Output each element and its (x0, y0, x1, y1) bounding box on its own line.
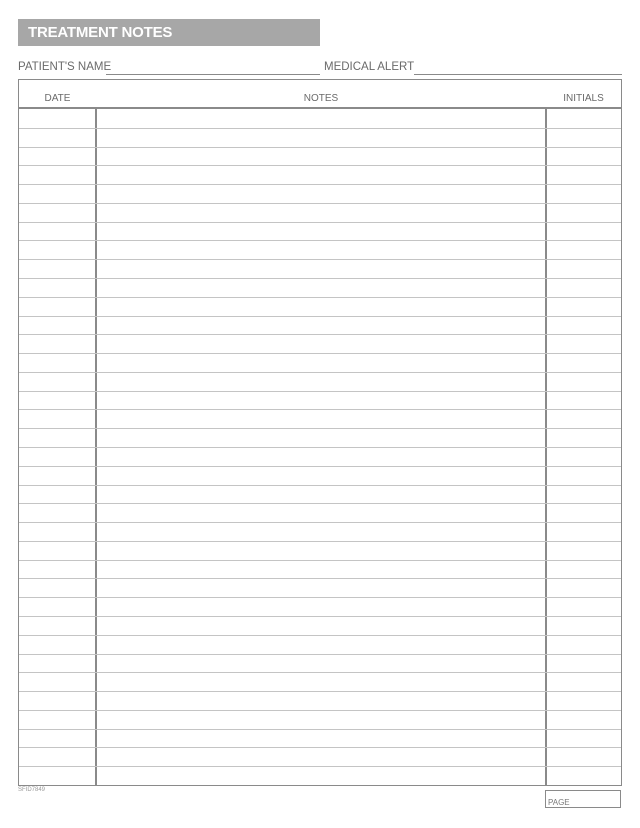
table-row-line (19, 597, 621, 598)
table-row-line (19, 710, 621, 711)
table-row-line (19, 184, 621, 185)
table-row-line (19, 222, 621, 223)
treatment-notes-table (18, 79, 622, 786)
table-row-line (19, 428, 621, 429)
table-row-line (19, 503, 621, 504)
page-number-field[interactable] (545, 790, 621, 808)
table-row-line (19, 654, 621, 655)
page-title: TREATMENT NOTES (18, 19, 320, 46)
patient-info-row (18, 61, 622, 77)
table-row-line (19, 447, 621, 448)
table-row-line (19, 541, 621, 542)
table-row-line (19, 203, 621, 204)
table-row-line (19, 240, 621, 241)
table-row-line (19, 635, 621, 636)
table-row-line (19, 409, 621, 410)
form-code: SFID7849 (18, 787, 46, 793)
patient-name-label: PATIENT'S NAME (18, 61, 112, 73)
table-row-line (19, 485, 621, 486)
header-divider (19, 107, 621, 109)
table-row-line (19, 578, 621, 579)
column-header-date: DATE (44, 93, 71, 104)
table-row-line (19, 560, 621, 561)
table-row-line (19, 372, 621, 373)
table-row-line (19, 766, 621, 767)
patient-name-field[interactable] (106, 74, 320, 75)
table-row-line (19, 259, 621, 260)
table-row-line (19, 147, 621, 148)
table-row-line (19, 334, 621, 335)
table-row-line (19, 747, 621, 748)
table-row-line (19, 672, 621, 673)
medical-alert-field[interactable] (414, 74, 622, 75)
column-header-notes: NOTES (303, 93, 339, 104)
table-row-line (19, 391, 621, 392)
table-row-line (19, 353, 621, 354)
table-row-line (19, 729, 621, 730)
table-row-line (19, 522, 621, 523)
table-row-line (19, 691, 621, 692)
column-header-initials: INITIALS (563, 93, 604, 104)
table-row-line (19, 466, 621, 467)
table-row-line (19, 278, 621, 279)
medical-alert-label: MEDICAL ALERT (324, 61, 415, 73)
table-row-line (19, 165, 621, 166)
page-number-label: PAGE (548, 798, 570, 807)
table-row-line (19, 616, 621, 617)
table-row-line (19, 316, 621, 317)
table-row-line (19, 128, 621, 129)
table-row-line (19, 297, 621, 298)
